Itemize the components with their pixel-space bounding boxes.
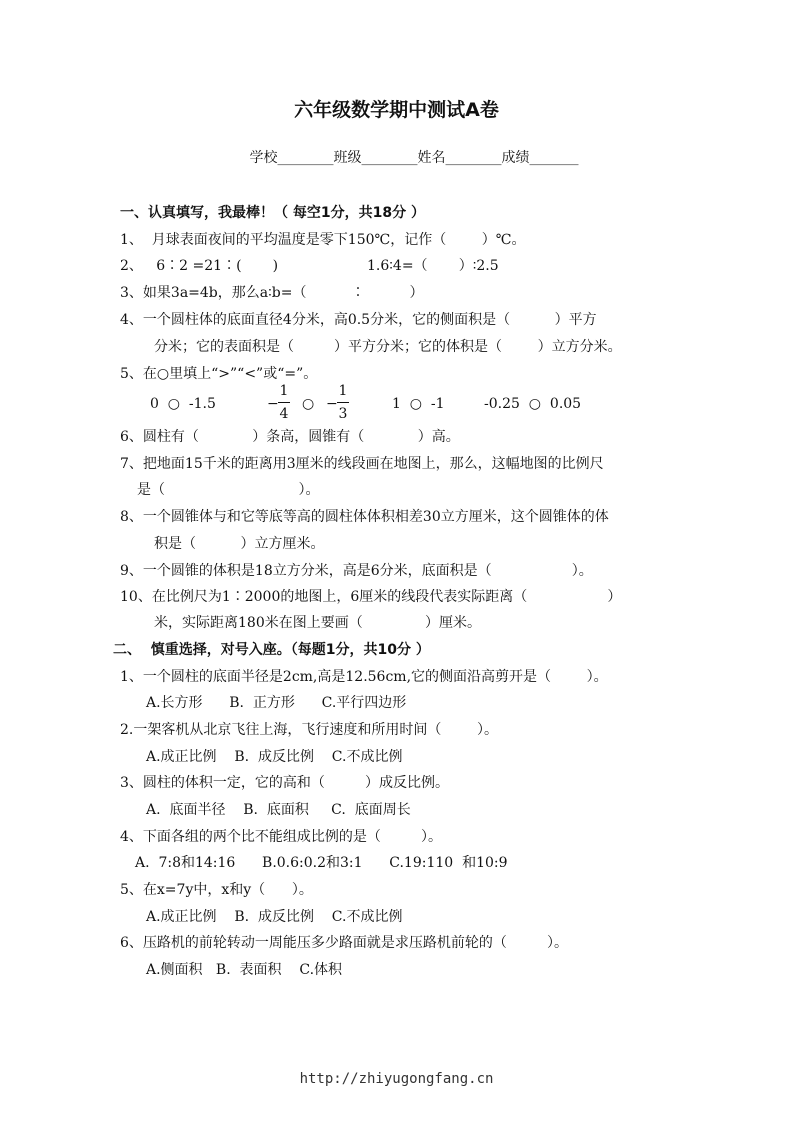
s1-question-2-part-a: 2、 6∶2 =21∶( ) (120, 258, 279, 274)
fraction-denominator: 3 (338, 406, 348, 422)
section1-heading: 一、认真填写，我最棒！（ 每空1分，共18分 ） (120, 205, 425, 221)
s2-question-2-options: A.成正比例 B. 成反比例 C.不成比例 (146, 749, 403, 765)
s1-question-6: 6、圆柱有（ ）条高，圆锥有（ ）高。 (120, 429, 460, 445)
s2-question-4-options: A. 7:8和14:16 B.0.6:0.2和3:1 C.19:110 和10:9 (135, 855, 508, 871)
s1-question-7-line-1: 7、把地面15千米的距离用3厘米的线段画在地图上，那么，这幅地图的比例尺 (120, 456, 604, 472)
s1-question-9: 9、一个圆锥的体积是18立方分米，高是6分米，底面积是（ ）。 (120, 563, 593, 579)
fraction-numerator: 1 (337, 382, 349, 403)
footer-url: http://zhiyugongfang.cn (299, 1071, 494, 1087)
fraction-numerator: 1 (278, 382, 290, 403)
s2-question-3: 3、圆柱的体积一定，它的高和（ ）成反比例。 (120, 775, 449, 791)
s2-question-1-options: A.长方形 B. 正方形 C.平行四边形 (146, 695, 407, 711)
student-info-line: 学校________班级________姓名________成绩_______ (249, 150, 579, 166)
s1-question-8-line-1: 8、一个圆锥体与和它等底等高的圆柱体体积相差30立方厘米，这个圆锥体的体 (120, 509, 609, 525)
s2-question-5-options: A.成正比例 B. 成反比例 C.不成比例 (146, 909, 403, 925)
fraction-denominator: 4 (279, 406, 289, 422)
minus-sign-1: − (267, 396, 279, 412)
s2-question-2: 2.一架客机从北京飞往上海，飞行速度和所用时间（ ）。 (120, 722, 498, 738)
fraction-one-third (337, 382, 349, 423)
s1-question-7-line-2: 是（ ）。 (137, 482, 320, 498)
s1-question-4-line-1: 4、一个圆柱体的底面直径4分米，高0.5分米，它的侧面积是（ ）平方 (120, 312, 597, 328)
comparison-3: 1 ○ -1 (392, 396, 445, 412)
s2-question-6: 6、压路机的前轮转动一周能压多少路面就是求压路机前轮的（ ）。 (120, 935, 568, 951)
s2-question-3-options: A. 底面半径 B. 底面积 C. 底面周长 (146, 802, 411, 818)
s2-question-6-options: A.侧面积 B. 表面积 C.体积 (146, 962, 343, 978)
s1-question-10-line-1: 10、在比例尺为1∶2000的地图上，6厘米的线段代表实际距离（ ） (120, 589, 622, 605)
comparison-4: -0.25 ○ 0.05 (484, 396, 582, 412)
page-title: 六年级数学期中测试A卷 (294, 99, 499, 121)
s1-question-1: 1、 月球表面夜间的平均温度是零下150℃，记作（ ）℃。 (120, 232, 526, 248)
s2-question-1: 1、一个圆柱的底面半径是2cm,高是12.56cm,它的侧面沿高剪开是（ ）。 (120, 669, 608, 685)
s2-question-5: 5、在x=7y中，x和y（ ）。 (120, 882, 313, 898)
section2-heading: 二、 慎重选择，对号入座。（每题1分，共10分 ） (113, 642, 430, 658)
fraction-one-quarter (278, 382, 290, 423)
comparison-1: 0 ○ -1.5 (150, 396, 216, 412)
s1-question-8-line-2: 积是（ ）立方厘米。 (154, 536, 325, 552)
s1-question-2-part-b: 1.6∶4=（ ）∶2.5 (367, 258, 499, 274)
s1-question-10-line-2: 米，实际距离180米在图上要画（ ）厘米。 (154, 615, 482, 631)
s1-question-5-comparisons (150, 382, 750, 426)
s1-question-3: 3、如果3a=4b，那么a∶b=（ ∶ ） (120, 285, 424, 301)
s1-question-5: 5、在○里填上“>”“<”或“=”。 (120, 366, 318, 382)
minus-sign-2: − (326, 396, 338, 412)
compare-circle: ○ (302, 396, 315, 412)
s2-question-4: 4、下面各组的两个比不能组成比例的是（ ）。 (120, 829, 442, 845)
s1-question-4-line-2: 分米；它的表面积是（ ）平方分米；它的体积是（ ）立方分米。 (154, 339, 622, 355)
